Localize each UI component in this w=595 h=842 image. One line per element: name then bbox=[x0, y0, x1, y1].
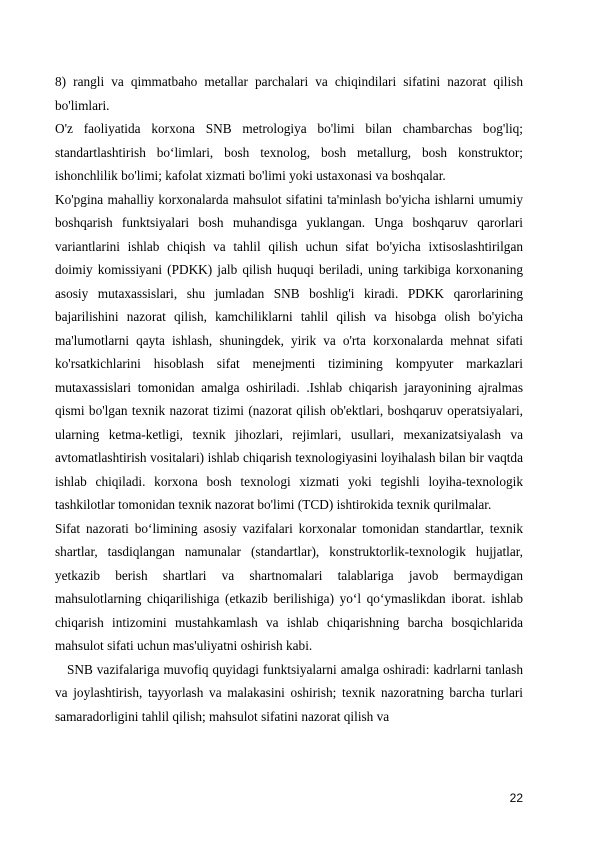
paragraph-main-tasks: Sifat nazorati bo‘limining asosiy vazifalari korxonalar tomonidan standartlar, texnik shartlar, tasdiqlangan namunalar (standartlar), konstruktorlik-texnologik hujjatlar, yetkazib berish shartlari va shartnomalari talablariga javob bermaydigan mahsulotlarning chiqarilishiga (etkazib berilishiga) yo‘l qo‘ymaslikdan iborat. ishlab chiqarish intizomini mustahkamlash va ishlab chiqarishning barcha bosqichlarida mahsulot sifati uchun mas'uliyatni oshirish kabi. bbox=[55, 520, 523, 653]
paragraph-management-functions: Ko'pgina mahalliy korxonalarda mahsulot sifatini ta'minlash bo'yicha ishlarni umumiy boshqarish funktsiyalari bosh muhandisga yuklangan. Unga boshqaruv qarorlari variantlarini ishlab chiqish va tahlil qilish uchun sifat bo'yicha ixtisoslashtirilgan doimiy komissiyani (PDKK) jalb qilish huquqi beriladi, uning tarkibiga korxonaning asosiy mutaxassislari, shu jumladan SNB boshlig'i kiradi. PDKK qarorlarining bajarilishini nazorat qilish, kamchiliklarni tahlil qilish va hisobga olish bo'yicha ma'lumotlarni qayta ishlash, shuningdek, yirik va o'rta korxonalarda mehnat sifati ko'rsatkichlarini hisoblash sifat menejmenti tizimining kompyuter markazlari mutaxassislari tomonidan amalga oshiriladi. .Ishlab chiqarish jarayonining ajralmas qismi bo'lgan texnik nazorat tizimi (nazorat qilish ob'ektlari, boshqaruv operatsiyalari, ularning ketma-ketligi, texnik jihozlari, rejimlari, usullari, mexanizatsiyalash va avtomatlashtirish vositalari) ishlab chiqarish texnologiyasini loyihalash bilan bir vaqtda ishlab chiqiladi. korxona bosh texnologi xizmati yoki tegishli loyiha-texnologik tashkilotlar tomonidan texnik nazorat bo'limi (TCD) ishtirokida texnik qurilmalar. bbox=[55, 191, 523, 512]
paragraph-related-departments: O'z faoliyatida korxona SNB metrologiya bo'limi bilan chambarchas bog'liq; standartlashtirish bo‘limlari, bosh texnolog, bosh metallurg, bosh konstruktor; ishonchlilik bo'limi; kafolat xizmati bo'limi yoki ustaxonasi va boshqalar. bbox=[55, 121, 523, 183]
page-number: 22 bbox=[509, 791, 523, 805]
paragraph-quality-control-departments: 8) rangli va qimmatbaho metallar parchalari va chiqindilari sifatini nazorat qilish bo'limlari. bbox=[55, 74, 523, 113]
page-body bbox=[55, 70, 523, 728]
paragraph-snb-functions: SNB vazifalariga muvofiq quyidagi funktsiyalarni amalga oshiradi: kadrlarni tanlash va joylashtirish, tayyorlash va malakasini oshirish; texnik nazoratning barcha turlari samaradorligini tahlil qilish; mahsulot sifatini nazorat qilish va bbox=[55, 661, 523, 724]
